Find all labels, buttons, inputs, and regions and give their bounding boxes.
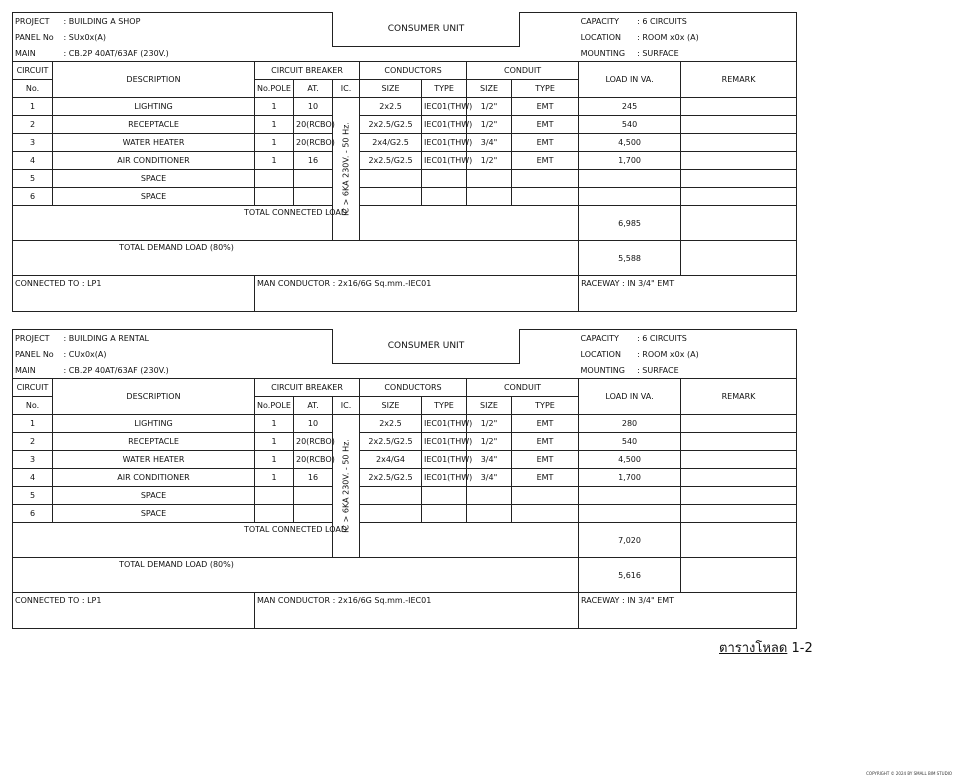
circuit-no: 4 — [13, 152, 53, 170]
breaker-poles — [255, 170, 294, 188]
location-label: LOCATION — [580, 349, 621, 359]
feeder-row — [13, 276, 797, 312]
conduit-size — [467, 170, 512, 188]
conductors-header: CONDUCTORS — [360, 379, 467, 397]
circuit-no: 1 — [13, 98, 53, 116]
breaker-poles: 1 — [255, 415, 294, 433]
breaker-rating — [294, 487, 333, 505]
breaker-poles: 1 — [255, 152, 294, 170]
conductor-type — [422, 170, 467, 188]
circuit-row — [13, 188, 797, 206]
circuit-row — [13, 98, 797, 116]
circuit-row — [13, 116, 797, 134]
main-line — [13, 362, 333, 379]
circuit-header: CIRCUIT — [13, 379, 53, 397]
conduit-type: EMT — [512, 116, 579, 134]
breaker-rating — [294, 170, 333, 188]
conduit-size-header: SIZE — [467, 80, 512, 98]
remark-cell — [681, 433, 797, 451]
breaker-poles — [255, 505, 294, 523]
circuit-row — [13, 469, 797, 487]
circuit-description: AIR CONDITIONER — [53, 469, 255, 487]
breaker-rating: 10 — [294, 98, 333, 116]
total-demand-value: 5,588 — [579, 241, 681, 276]
total-demand-row — [13, 241, 797, 276]
conductors-header: CONDUCTORS — [360, 62, 467, 80]
location-label: LOCATION — [580, 32, 621, 42]
circuit-no: 3 — [13, 451, 53, 469]
circuit-description: SPACE — [53, 505, 255, 523]
conductor-type-header: TYPE — [422, 397, 467, 415]
sheet-title-number: 1-2 — [787, 641, 813, 656]
conduit-type — [512, 505, 579, 523]
breaker-poles: 1 — [255, 451, 294, 469]
circuit-row — [13, 152, 797, 170]
project-value: : BUILDING A SHOP — [63, 16, 141, 26]
remark-cell — [681, 170, 797, 188]
load-va: 4,500 — [579, 134, 681, 152]
conduit-size-header: SIZE — [467, 397, 512, 415]
circuit-row — [13, 134, 797, 152]
load-va: 1,700 — [579, 152, 681, 170]
load-header: LOAD IN VA. — [579, 62, 681, 98]
total-demand-label: TOTAL DEMAND LOAD (80%) — [13, 241, 579, 276]
conductor-type: IEC01(THW) — [422, 134, 467, 152]
no-header: No. — [13, 397, 53, 415]
location-value: : ROOM x0x (A) — [637, 349, 699, 359]
conduit-size: 3/4" — [467, 134, 512, 152]
breaker-rating — [294, 505, 333, 523]
conduit-header: CONDUIT — [467, 62, 579, 80]
raceway: RACEWAY : IN 3/4" EMT — [579, 276, 797, 312]
ic-header: IC. — [333, 80, 360, 98]
no-pole-header: No.POLE — [255, 397, 294, 415]
conductor-size-header: SIZE — [360, 397, 422, 415]
consumer-unit-label: CONSUMER UNIT — [387, 341, 465, 351]
conductor-size — [360, 170, 422, 188]
circuit-no: 2 — [13, 116, 53, 134]
breaker-rating: 10 — [294, 415, 333, 433]
remark-header: REMARK — [681, 379, 797, 415]
remark-cell — [681, 188, 797, 206]
consumer-unit-title — [332, 12, 520, 47]
connected-to: CONNECTED TO : LP1 — [13, 276, 255, 312]
mounting-value: : SURFACE — [637, 365, 679, 375]
circuit-no: 2 — [13, 433, 53, 451]
conductor-type — [422, 487, 467, 505]
main-conductor: MAN CONDUCTOR : 2x16/6G Sq.mm.-IEC01 — [255, 276, 579, 312]
conductor-type: IEC01(THW) — [422, 152, 467, 170]
remark-cell — [681, 134, 797, 152]
project-value: : BUILDING A RENTAL — [63, 333, 149, 343]
project-line — [13, 13, 333, 30]
conduit-size — [467, 188, 512, 206]
conduit-type: EMT — [512, 98, 579, 116]
conduit-size: 1/2" — [467, 116, 512, 134]
load-va: 245 — [579, 98, 681, 116]
conduit-type — [512, 487, 579, 505]
conduit-size: 1/2" — [467, 415, 512, 433]
total-demand-label: TOTAL DEMAND LOAD (80%) — [13, 558, 579, 593]
feeder-row — [13, 593, 797, 629]
remark-header: REMARK — [681, 62, 797, 98]
conductor-type: IEC01(THW) — [422, 116, 467, 134]
conductor-type: IEC01(THW) — [422, 469, 467, 487]
project-line — [13, 330, 333, 347]
at-header: AT. — [294, 397, 333, 415]
load-va: 4,500 — [579, 451, 681, 469]
circuit-no: 6 — [13, 505, 53, 523]
total-connected-value: 6,985 — [579, 206, 681, 241]
total-connected-row — [13, 523, 797, 558]
breaker-header: CIRCUIT BREAKER — [255, 379, 360, 397]
capacity-line — [579, 330, 797, 347]
ic-header: IC. — [333, 397, 360, 415]
conductor-type: IEC01(THW) — [422, 98, 467, 116]
conduit-type: EMT — [512, 433, 579, 451]
conduit-size: 3/4" — [467, 469, 512, 487]
remark-cell — [681, 451, 797, 469]
circuit-row — [13, 170, 797, 188]
capacity-label: CAPACITY — [580, 16, 619, 26]
load-header: LOAD IN VA. — [579, 379, 681, 415]
panel-value: : CUx0x(A) — [63, 349, 107, 359]
circuit-description: SPACE — [53, 487, 255, 505]
sheet-title — [719, 637, 813, 658]
project-label: PROJECT — [15, 16, 50, 26]
breaker-rating: 16 — [294, 152, 333, 170]
panel-value: : SUx0x(A) — [63, 32, 106, 42]
circuit-row — [13, 451, 797, 469]
circuit-no: 6 — [13, 188, 53, 206]
circuit-no: 4 — [13, 469, 53, 487]
load-va: 540 — [579, 433, 681, 451]
breaker-rating: 20(RCBO) — [294, 451, 333, 469]
conductor-size-header: SIZE — [360, 80, 422, 98]
main-label: MAIN — [15, 365, 36, 375]
breaker-poles: 1 — [255, 433, 294, 451]
main-conductor: MAN CONDUCTOR : 2x16/6G Sq.mm.-IEC01 — [255, 593, 579, 629]
description-header: DESCRIPTION — [53, 62, 255, 98]
circuit-description: WATER HEATER — [53, 451, 255, 469]
conduit-type: EMT — [512, 469, 579, 487]
breaker-poles: 1 — [255, 98, 294, 116]
conductor-type: IEC01(THW) — [422, 451, 467, 469]
copyright-note: COPYRIGHT © 2024 BY SMALL BIM STUDIO — [866, 771, 952, 776]
breaker-rating: 20(RCBO) — [294, 433, 333, 451]
total-connected-label: TOTAL CONNECTED LOAD — [13, 523, 579, 558]
conduit-type: EMT — [512, 152, 579, 170]
remark-cell — [681, 98, 797, 116]
circuit-description: RECEPTACLE — [53, 116, 255, 134]
remark-cell — [681, 487, 797, 505]
capacity-value: : 6 CIRCUITS — [637, 333, 687, 343]
main-value: : CB.2P 40AT/63AF (230V.) — [63, 48, 169, 58]
conductor-type: IEC01(THW) — [422, 415, 467, 433]
conductor-size: 2x2.5/G2.5 — [360, 116, 422, 134]
circuit-no: 1 — [13, 415, 53, 433]
load-va — [579, 487, 681, 505]
load-va — [579, 188, 681, 206]
no-header: No. — [13, 80, 53, 98]
conduit-type-header: TYPE — [512, 80, 579, 98]
description-header: DESCRIPTION — [53, 379, 255, 415]
mounting-line — [579, 362, 797, 379]
remark-cell — [681, 505, 797, 523]
conduit-type: EMT — [512, 415, 579, 433]
breaker-header: CIRCUIT BREAKER — [255, 62, 360, 80]
breaker-poles — [255, 487, 294, 505]
load-va: 540 — [579, 116, 681, 134]
mounting-value: : SURFACE — [637, 48, 679, 58]
conductor-size: 2x2.5/G2.5 — [360, 469, 422, 487]
conduit-size: 3/4" — [467, 451, 512, 469]
conductor-type: IEC01(THW) — [422, 433, 467, 451]
panel-label: PANEL No — [15, 32, 54, 42]
circuit-row — [13, 487, 797, 505]
capacity-value: : 6 CIRCUITS — [637, 16, 687, 26]
location-line — [579, 29, 797, 45]
total-connected-value: 7,020 — [579, 523, 681, 558]
remark-cell — [681, 116, 797, 134]
capacity-line — [579, 13, 797, 30]
conduit-size: 1/2" — [467, 98, 512, 116]
ic-rating-text: IC > 6KA 230V. - 50 Hz. — [341, 122, 351, 216]
breaker-rating: 20(RCBO) — [294, 134, 333, 152]
main-label: MAIN — [15, 48, 36, 58]
total-connected-label: TOTAL CONNECTED LOAD — [13, 206, 579, 241]
no-pole-header: No.POLE — [255, 80, 294, 98]
breaker-poles: 1 — [255, 116, 294, 134]
main-line — [13, 45, 333, 62]
conductor-type — [422, 505, 467, 523]
location-value: : ROOM x0x (A) — [637, 32, 699, 42]
ic-rating-cell — [333, 415, 360, 558]
raceway: RACEWAY : IN 3/4" EMT — [579, 593, 797, 629]
circuit-description: RECEPTACLE — [53, 433, 255, 451]
conductor-size: 2x4/G4 — [360, 451, 422, 469]
conduit-type — [512, 170, 579, 188]
remark-cell — [681, 152, 797, 170]
conductor-type-header: TYPE — [422, 80, 467, 98]
breaker-rating — [294, 188, 333, 206]
circuit-no: 5 — [13, 170, 53, 188]
circuit-row — [13, 415, 797, 433]
mounting-label: MOUNTING — [580, 365, 625, 375]
capacity-label: CAPACITY — [580, 333, 619, 343]
connected-to: CONNECTED TO : LP1 — [13, 593, 255, 629]
circuit-row — [13, 505, 797, 523]
circuit-description: WATER HEATER — [53, 134, 255, 152]
remark-cell — [681, 415, 797, 433]
conductor-size — [360, 188, 422, 206]
circuit-no: 5 — [13, 487, 53, 505]
circuit-description: LIGHTING — [53, 98, 255, 116]
conductor-size — [360, 487, 422, 505]
load-va: 280 — [579, 415, 681, 433]
conduit-size — [467, 487, 512, 505]
circuit-row — [13, 433, 797, 451]
load-schedule-1 — [12, 12, 796, 312]
conduit-type — [512, 188, 579, 206]
total-connected-row — [13, 206, 797, 241]
conduit-header: CONDUIT — [467, 379, 579, 397]
location-line — [579, 346, 797, 362]
circuit-description: LIGHTING — [53, 415, 255, 433]
ic-rating-cell — [333, 98, 360, 241]
project-label: PROJECT — [15, 333, 50, 343]
mounting-label: MOUNTING — [580, 48, 626, 58]
sheet-title-text: ตารางโหลด — [719, 641, 788, 656]
conduit-type: EMT — [512, 134, 579, 152]
conduit-size — [467, 505, 512, 523]
conductor-size: 2x2.5/G2.5 — [360, 152, 422, 170]
panel-label: PANEL No — [15, 349, 54, 359]
breaker-rating: 20(RCBO) — [294, 116, 333, 134]
conductor-size: 2x2.5 — [360, 98, 422, 116]
conduit-size: 1/2" — [467, 152, 512, 170]
remark-cell — [681, 469, 797, 487]
ic-rating-text: IC > 6KA 230V. - 50 Hz. — [341, 439, 351, 533]
circuit-no: 3 — [13, 134, 53, 152]
load-schedule-2 — [12, 329, 796, 629]
consumer-unit-label: CONSUMER UNIT — [387, 24, 465, 34]
conductor-size: 2x2.5 — [360, 415, 422, 433]
main-value: : CB.2P 40AT/63AF (230V.) — [63, 365, 169, 375]
total-demand-row — [13, 558, 797, 593]
conduit-type: EMT — [512, 451, 579, 469]
breaker-poles: 1 — [255, 469, 294, 487]
total-demand-value: 5,616 — [579, 558, 681, 593]
circuit-description: SPACE — [53, 188, 255, 206]
conductor-size: 2x4/G2.5 — [360, 134, 422, 152]
breaker-rating: 16 — [294, 469, 333, 487]
conduit-size: 1/2" — [467, 433, 512, 451]
conductor-type — [422, 188, 467, 206]
panel-line — [13, 29, 333, 45]
breaker-poles — [255, 188, 294, 206]
load-va — [579, 505, 681, 523]
load-va: 1,700 — [579, 469, 681, 487]
consumer-unit-title — [332, 329, 520, 364]
at-header: AT. — [294, 80, 333, 98]
circuit-description: SPACE — [53, 170, 255, 188]
load-va — [579, 170, 681, 188]
conductor-size — [360, 505, 422, 523]
breaker-poles: 1 — [255, 134, 294, 152]
panel-line — [13, 346, 333, 362]
conduit-type-header: TYPE — [512, 397, 579, 415]
mounting-line — [579, 45, 797, 62]
circuit-header: CIRCUIT — [13, 62, 53, 80]
circuit-description: AIR CONDITIONER — [53, 152, 255, 170]
conductor-size: 2x2.5/G2.5 — [360, 433, 422, 451]
